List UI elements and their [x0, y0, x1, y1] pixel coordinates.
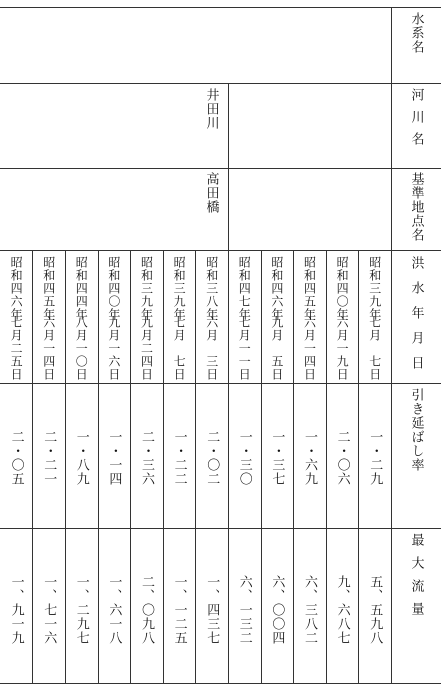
- flood-year: 昭和三八年: [204, 256, 219, 321]
- flood-day: 六月 三日: [204, 316, 219, 381]
- flood-year: 昭和三九年: [172, 256, 187, 321]
- header-stretch-rate: 引き延ばし率: [408, 388, 424, 472]
- table-rule: [0, 168, 441, 169]
- table-rule: [0, 383, 441, 384]
- stretch-rate: 一・二二: [171, 430, 187, 486]
- table-rule: [0, 250, 441, 251]
- column-divider: [228, 250, 229, 683]
- station-name: 高田橋: [203, 172, 219, 214]
- stretch-rate-cell: [293, 430, 326, 526]
- stretch-rate-cell: [98, 430, 131, 526]
- flood-year: 昭和四五年: [41, 256, 56, 321]
- header-flood-date: 洪水年月日: [408, 256, 424, 381]
- flood-day: 九月二四日: [139, 316, 154, 381]
- flood-day: 七月一一日: [237, 316, 252, 381]
- river-name: 井田川: [203, 88, 219, 130]
- column-divider: [261, 250, 262, 683]
- flood-day-cell: [65, 316, 98, 382]
- stretch-rate-cell: [358, 430, 391, 526]
- flood-day: 六月一四日: [41, 316, 56, 381]
- max-flow: 六、一三二: [236, 575, 252, 645]
- stretch-rate: 二・〇二: [204, 430, 220, 486]
- flood-year: 昭和四六年: [9, 256, 24, 321]
- stretch-rate: 一・六九: [301, 430, 317, 486]
- stretch-rate-cell: [326, 430, 359, 526]
- max-flow: 五、五九八: [367, 575, 383, 645]
- flood-year: 昭和三九年: [139, 256, 154, 321]
- group-divider: [228, 83, 229, 250]
- table-rule: [0, 7, 441, 8]
- stretch-rate: 一・三〇: [236, 430, 252, 486]
- flood-day-cell: [0, 316, 32, 382]
- max-flow-cell: [326, 575, 359, 681]
- stretch-rate-cell: [261, 430, 294, 526]
- max-flow: 一、四三七: [204, 575, 220, 645]
- max-flow: 一、七一六: [41, 575, 57, 645]
- stretch-rate-cell: [228, 430, 261, 526]
- stretch-rate-cell: [163, 430, 196, 526]
- flood-day: 七月二五日: [9, 316, 24, 381]
- flood-day: 九月一六日: [106, 316, 121, 381]
- flood-day-cell: [326, 316, 359, 382]
- stretch-rate: 一・八九: [73, 430, 89, 486]
- flood-year: 昭和三九年: [367, 256, 382, 321]
- max-flow: 九、六八七: [334, 575, 350, 645]
- max-flow-cell: [32, 575, 65, 681]
- stretch-rate-cell: [65, 430, 98, 526]
- max-flow-cell: [65, 575, 98, 681]
- stretch-rate-cell: [32, 430, 65, 526]
- flood-day: 八月一〇日: [74, 316, 89, 381]
- stretch-rate: 一・三七: [269, 430, 285, 486]
- header-river-system: 水系名: [408, 12, 424, 54]
- header-max-flow: 最大流量: [408, 533, 424, 625]
- header-station: 基準地点名: [408, 172, 424, 242]
- max-flow: 二、〇九八: [138, 575, 154, 645]
- flood-day-cell: [130, 316, 163, 382]
- stretch-rate-cell: [0, 430, 32, 526]
- column-divider: [326, 250, 327, 683]
- table-rule: [0, 83, 441, 84]
- table-rule: [0, 528, 441, 529]
- header-river: 河川名: [408, 88, 424, 154]
- flood-day-cell: [195, 316, 228, 382]
- stretch-rate: 二・二一: [41, 430, 57, 486]
- max-flow-cell: [0, 575, 32, 681]
- max-flow-cell: [293, 575, 326, 681]
- max-flow: 六、〇〇四: [269, 575, 285, 645]
- max-flow: 六、三八二: [301, 575, 317, 645]
- max-flow-cell: [98, 575, 131, 681]
- stretch-rate: 一・一四: [106, 430, 122, 486]
- flood-day: 七月 七日: [172, 316, 187, 381]
- flood-day-cell: [98, 316, 131, 382]
- flood-day-cell: [358, 316, 391, 382]
- stretch-rate: 一・二九: [367, 430, 383, 486]
- flood-year: 昭和四〇年: [106, 256, 121, 321]
- max-flow: 一、一二五: [171, 575, 187, 645]
- max-flow: 一、九一九: [8, 575, 24, 645]
- flood-day-cell: [293, 316, 326, 382]
- max-flow-cell: [130, 575, 163, 681]
- column-divider: [98, 250, 99, 683]
- flood-day-cell: [261, 316, 294, 382]
- column-divider: [163, 250, 164, 683]
- flood-day: 六月一四日: [302, 316, 317, 381]
- stretch-rate: 二・三六: [138, 430, 154, 486]
- flood-day: 九月 五日: [269, 316, 284, 381]
- max-flow: 一、二九七: [73, 575, 89, 645]
- flood-year: 昭和四五年: [302, 256, 317, 321]
- flood-day-cell: [163, 316, 196, 382]
- flood-year: 昭和四〇年: [335, 256, 350, 321]
- stretch-rate: 二・〇五: [8, 430, 24, 486]
- stretch-rate: 二・〇六: [334, 430, 350, 486]
- flood-day: 六月一九日: [335, 316, 350, 381]
- flood-day: 七月 七日: [367, 316, 382, 381]
- max-flow-cell: [195, 575, 228, 681]
- column-divider: [65, 250, 66, 683]
- flood-year: 昭和四六年: [269, 256, 284, 321]
- flood-day-cell: [32, 316, 65, 382]
- max-flow-cell: [228, 575, 261, 681]
- max-flow-cell: [163, 575, 196, 681]
- flood-day-cell: [228, 316, 261, 382]
- max-flow: 一、六一八: [106, 575, 122, 645]
- max-flow-cell: [261, 575, 294, 681]
- max-flow-cell: [358, 575, 391, 681]
- flood-year: 昭和四七年: [237, 256, 252, 321]
- stretch-rate-cell: [195, 430, 228, 526]
- table-rule: [0, 683, 441, 684]
- stretch-rate-cell: [130, 430, 163, 526]
- flood-year: 昭和四四年: [74, 256, 89, 321]
